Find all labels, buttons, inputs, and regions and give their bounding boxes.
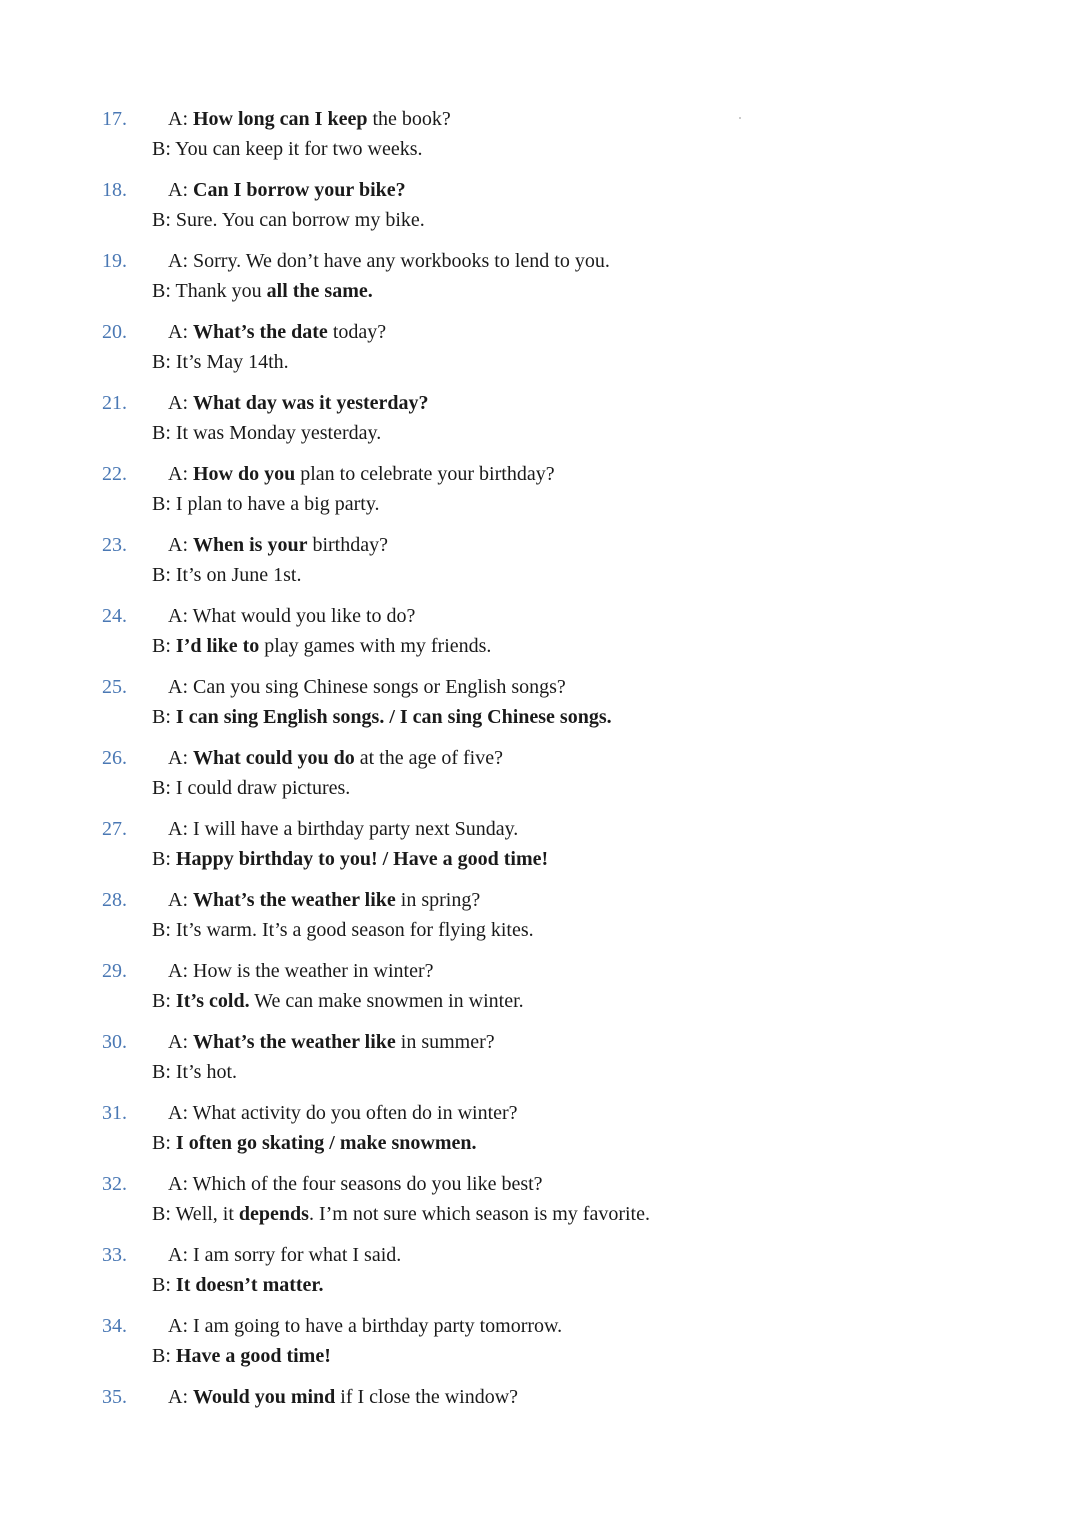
text-segment: We can make snowmen in winter. [249,990,524,1012]
dialogue-item [0,1313,1080,1375]
text-segment: play games with my friends. [259,635,492,657]
text-segment: A: I am going to have a birthday party tomorrow. [168,1315,563,1337]
text-segment: A: What would you like to do? [168,605,416,627]
dialogue-item [0,887,1080,949]
text-segment: today? [327,321,387,343]
text-segment: the book? [367,108,451,130]
text-segment: B: Thank you [152,280,267,302]
text-segment: B: [152,1274,176,1296]
item-number: 30. [102,1031,127,1053]
speaker-a-line [168,958,433,984]
dialogue-item [0,816,1080,878]
text-segment: in spring? [395,889,481,911]
text-segment: birthday? [307,534,388,556]
bold-phrase: Would you mind [193,1386,336,1408]
dialogue-item [0,1384,1080,1446]
text-segment: A: Which of the four seasons do you like best? [168,1173,543,1195]
speaker-a-line [168,1384,518,1410]
bold-phrase: It doesn’t matter. [175,1274,324,1296]
bold-phrase: When is your [193,534,308,556]
speaker-a-line [168,319,386,345]
text-segment: B: Well, it [152,1203,239,1225]
speaker-a-line [168,1029,495,1055]
speaker-a-line [168,390,429,416]
speaker-a-line [168,248,610,274]
text-segment: A: [168,1031,193,1053]
bold-phrase: What day was it yesterday? [193,392,429,414]
speaker-b-line [152,562,301,588]
text-segment: B: [152,1345,176,1367]
item-number: 25. [102,676,127,698]
text-segment: B: It was Monday yesterday. [152,422,382,444]
item-number: 28. [102,889,127,911]
text-segment: B: I could draw pictures. [152,777,351,799]
speaker-b-line [152,917,534,943]
speaker-b-line [152,491,380,517]
speaker-a-line [168,532,388,558]
bold-phrase: How do you [193,463,296,485]
text-segment: A: [168,321,193,343]
text-segment: B: It’s May 14th. [152,351,289,373]
item-number: 35. [102,1386,127,1408]
speaker-a-line [168,603,415,629]
text-segment: at the age of five? [354,747,503,769]
dialogue-item [0,1100,1080,1162]
dialogue-item [0,1029,1080,1091]
dialogue-item [0,390,1080,452]
text-segment: A: What activity do you often do in winter? [168,1102,518,1124]
speaker-a-line [168,816,518,842]
bold-phrase: I’d like to [175,635,260,657]
item-number: 31. [102,1102,127,1124]
item-number: 26. [102,747,127,769]
speaker-a-line [168,745,503,771]
bold-phrase: What’s the date [193,321,328,343]
speaker-a-line [168,1242,401,1268]
bold-phrase: Happy birthday to you! / Have a good time! [175,848,549,870]
speaker-b-line [152,278,373,304]
dialogue-item [0,1242,1080,1304]
item-number: 32. [102,1173,127,1195]
text-segment: A: [168,534,193,556]
item-number: 29. [102,960,127,982]
item-number: 18. [102,179,127,201]
speaker-b-line [152,1272,323,1298]
item-number: 24. [102,605,127,627]
speaker-b-line [152,775,350,801]
speaker-b-line [152,988,524,1014]
text-segment: B: [152,848,176,870]
text-segment: B: I plan to have a big party. [152,493,380,515]
dialogue-item [0,674,1080,736]
dialogue-item [0,106,1080,168]
text-segment: in summer? [395,1031,495,1053]
speaker-a-line [168,887,480,913]
speaker-b-line [152,1201,650,1227]
speaker-a-line [168,1313,562,1339]
speaker-b-line [152,1130,476,1156]
text-segment: A: [168,889,193,911]
text-segment: A: I am sorry for what I said. [168,1244,402,1266]
text-segment: B: It’s warm. It’s a good season for flying kites. [152,919,534,941]
bold-phrase: What’s the weather like [193,889,396,911]
dialogue-item [0,1171,1080,1233]
text-segment: A: Can you sing Chinese songs or English songs? [168,676,566,698]
bold-phrase: depends [238,1203,309,1225]
item-number: 27. [102,818,127,840]
speaker-b-line [152,1343,331,1369]
speaker-b-line [152,846,548,872]
speaker-a-line [168,461,555,487]
bold-phrase: What could you do [193,747,355,769]
dialogue-item [0,603,1080,665]
text-segment: if I close the window? [335,1386,519,1408]
dialogue-item [0,745,1080,807]
speaker-b-line [152,136,423,162]
text-segment: B: [152,635,176,657]
speaker-a-line [168,674,566,700]
speaker-a-line [168,177,406,203]
bold-phrase: I often go skating / make snowmen. [175,1132,477,1154]
speaker-b-line [152,1059,237,1085]
item-number: 20. [102,321,127,343]
text-segment: B: It’s hot. [152,1061,238,1083]
item-number: 19. [102,250,127,272]
dialogue-item [0,319,1080,381]
text-segment: A: [168,463,193,485]
dialogue-item [0,177,1080,239]
speaker-b-line [152,420,381,446]
text-segment: A: [168,1386,193,1408]
text-segment: A: [168,392,193,414]
item-number: 34. [102,1315,127,1337]
text-segment: plan to celebrate your birthday? [295,463,555,485]
text-segment: A: Sorry. We don’t have any workbooks to lend to you. [168,250,610,272]
text-segment: A: I will have a birthday party next Sunday. [168,818,519,840]
text-segment: B: [152,1132,176,1154]
item-number: 23. [102,534,127,556]
text-segment: A: [168,179,193,201]
dialogue-item [0,248,1080,310]
text-segment: A: How is the weather in winter? [168,960,434,982]
text-segment: B: [152,706,176,728]
item-number: 17. [102,108,127,130]
bold-phrase: I can sing English songs. / I can sing Chinese songs. [175,706,612,728]
dialogue-item [0,958,1080,1020]
speaker-b-line [152,207,425,233]
speaker-a-line [168,1171,543,1197]
text-segment: . I’m not sure which season is my favorite. [308,1203,650,1225]
speaker-a-line [168,106,451,132]
bold-phrase: It’s cold. [175,990,250,1012]
text-segment: B: [152,990,176,1012]
text-segment: B: It’s on June 1st. [152,564,302,586]
item-number: 22. [102,463,127,485]
bold-phrase: How long can I keep [193,108,368,130]
bold-phrase: What’s the weather like [193,1031,396,1053]
bold-phrase: Can I borrow your bike? [193,179,406,201]
speaker-a-line [168,1100,518,1126]
speaker-b-line [152,633,491,659]
dialogue-item [0,532,1080,594]
text-segment: B: You can keep it for two weeks. [152,138,423,160]
item-number: 21. [102,392,127,414]
bold-phrase: all the same. [266,280,373,302]
text-segment: B: Sure. You can borrow my bike. [152,209,425,231]
text-segment: A: [168,108,193,130]
speaker-b-line [152,349,289,375]
item-number: 33. [102,1244,127,1266]
bold-phrase: Have a good time! [175,1345,331,1367]
text-segment: A: [168,747,193,769]
dialogue-item [0,461,1080,523]
speaker-b-line [152,704,612,730]
